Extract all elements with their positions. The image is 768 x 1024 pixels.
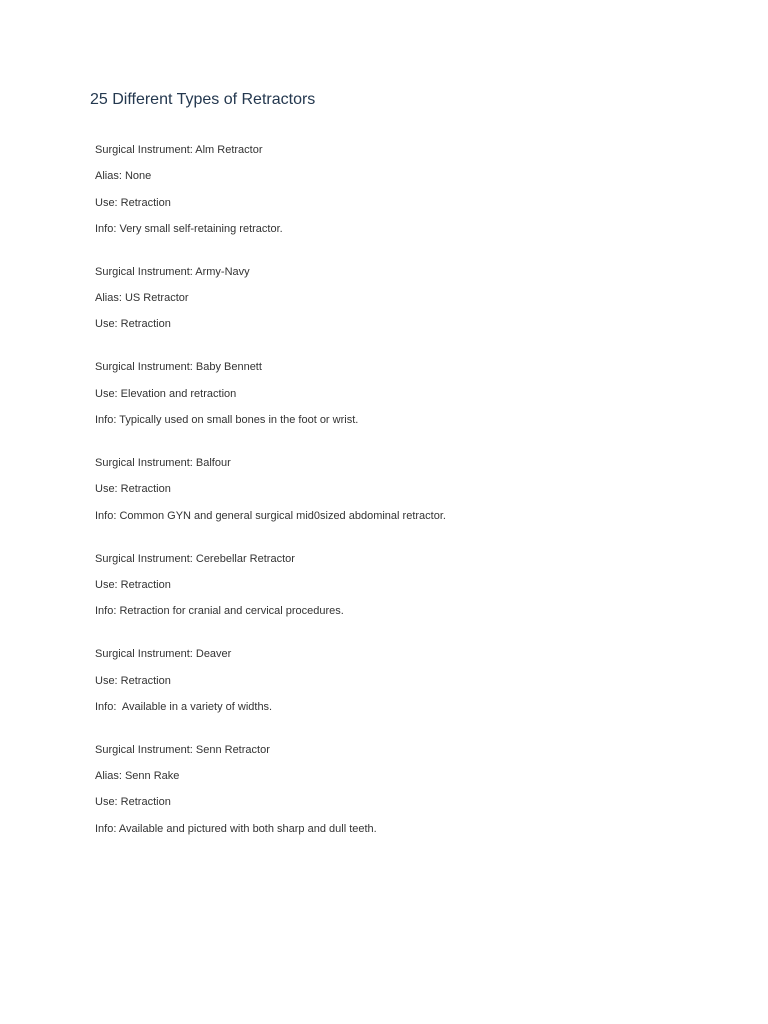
entry-use: Use: Retraction (95, 796, 171, 809)
entry-name: Surgical Instrument: Baby Bennett (95, 361, 262, 374)
entry-info: Info: Very small self-retaining retractor. (95, 222, 283, 235)
instrument-list (95, 142, 735, 864)
entry-info: Info: Available in a variety of widths. (95, 700, 273, 713)
entry-name: Surgical Instrument: Army-Navy (95, 265, 250, 278)
entry-info: Info: Typically used on small bones in the foot or wrist. (95, 414, 359, 427)
entry-alias: Alias: None (95, 170, 152, 183)
instrument-entry (95, 742, 735, 837)
entry-use: Use: Retraction (95, 196, 171, 209)
entry-use: Use: Retraction (95, 674, 171, 687)
entry-use: Use: Retraction (95, 318, 171, 331)
instrument-entry (95, 455, 735, 524)
entry-alias: Alias: Senn Rake (95, 770, 180, 783)
instrument-entry (95, 264, 735, 333)
entry-name: Surgical Instrument: Cerebellar Retractor (95, 552, 295, 565)
entry-use: Use: Elevation and retraction (95, 387, 237, 400)
entry-name: Surgical Instrument: Deaver (95, 648, 232, 661)
entry-info: Info: Retraction for cranial and cervical procedures. (95, 605, 344, 618)
instrument-entry (95, 142, 735, 237)
entry-name: Surgical Instrument: Alm Retractor (95, 144, 263, 156)
document-title: 25 Different Types of Retractors (90, 91, 316, 108)
entry-use: Use: Retraction (95, 483, 171, 496)
entry-use: Use: Retraction (95, 578, 171, 591)
instrument-entry (95, 359, 735, 428)
instrument-entry (95, 551, 735, 620)
entry-name: Surgical Instrument: Balfour (95, 457, 231, 470)
entry-info: Info: Available and pictured with both sharp and dull teeth. (95, 822, 377, 835)
instrument-entry (95, 646, 735, 715)
entry-name: Surgical Instrument: Senn Retractor (95, 743, 270, 756)
entry-info: Info: Common GYN and general surgical mid0sized abdominal retractor. (95, 509, 446, 522)
entry-alias: Alias: US Retractor (95, 292, 189, 305)
